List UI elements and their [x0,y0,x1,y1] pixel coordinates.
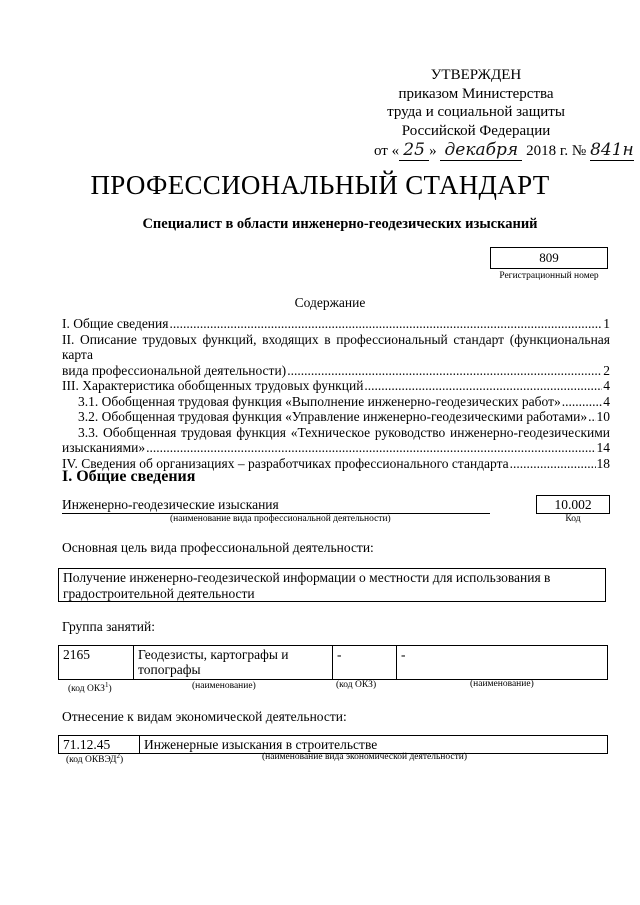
okz-caption-2: (код ОКЗ) [336,680,377,690]
registration-number-box: 809 [490,247,608,269]
date-mid: » [429,143,437,159]
occupation-group-table [58,645,608,680]
table-of-contents [62,316,610,471]
toc-item-continuation[interactable]: вида профессиональной деятельности) ..... 2 [62,363,610,379]
okved-code-caption: (код ОКВЭД$^2$) [66,752,124,766]
occupation-name-cell: Геодезисты, картографы и топографы [134,646,333,680]
toc-item[interactable]: IV. Сведения об организациях – разработчиках профессионального стандарта ..... 18 [62,456,610,472]
registration-number-label: Регистрационный номер [499,271,599,281]
occupation-name-caption-2: (наименование) [470,679,534,689]
section-heading: I. Общие сведения [62,468,196,485]
okz-code-cell-2: - [333,646,397,680]
okz-code-cell: 2165 [59,646,134,680]
toc-item[interactable]: 3.1. Обобщенная трудовая функция «Выполнение инженерно-геодезических работ» ..... 4 [62,394,610,410]
occupation-name-cell-2: - [397,646,608,680]
activity-code-box: 10.002 [536,495,610,514]
activity-name: Инженерно-геодезические изыскания [62,497,279,512]
goal-box [58,568,606,602]
toc-title: Содержание [294,295,366,310]
okz-caption: (код ОКЗ$^1$) [68,681,112,695]
approved-line1: приказом Министерства [398,85,554,102]
approved-label: УТВЕРЖДЕН [430,67,522,83]
occupation-name-caption: (наименование) [192,681,256,691]
order-number: 841н [590,140,634,160]
okved-name-caption: (наименование вида экономической деятельности) [262,752,467,762]
date-prefix: от « [374,143,400,159]
occupation-group-label: Группа занятий: [62,619,155,634]
approved-line3: Российской Федерации [401,122,551,139]
date-day: 25 [399,140,429,161]
activity-name-field [62,497,490,514]
goal-text-line2: градостроительной деятельности [63,586,255,601]
okved-label: Отнесение к видам экономической деятельности: [62,709,347,724]
goal-text-line1: Получение инженерно-геодезической информации о местности для использования в [63,570,551,585]
page-title: ПРОФЕССИОНАЛЬНЫЙ СТАНДАРТ [90,170,550,200]
order-date-line [374,140,634,161]
toc-item[interactable]: 3.2. Обобщенная трудовая функция «Управление инженерно-геодезическими работами» ..... 10 [62,409,610,425]
page-subtitle: Специалист в области инженерно-геодезических изысканий [142,216,538,232]
table-row [59,736,608,754]
activity-name-caption: (наименование вида профессиональной деятельности) [170,514,391,524]
activity-code-caption: Код [565,514,581,524]
okved-name-cell: Инженерные изыскания в строительстве [140,736,608,754]
table-row [59,646,608,680]
toc-item-continuation[interactable]: изысканиями» ..... 14 [62,440,610,456]
date-year: 2018 г. № [526,143,587,159]
okved-code-cell: 71.12.45 [59,736,140,754]
toc-item[interactable]: I. Общие сведения ..... 1 [62,316,610,332]
approved-line2: труда и социальной защиты [387,104,565,120]
toc-item[interactable]: II. Описание трудовых функций, входящих в профессиональный стандарт (функциональная карта [62,331,610,362]
approval-block [360,66,592,140]
date-month: декабря [440,140,522,161]
toc-item[interactable]: 3.3. Обобщенная трудовая функция «Техническое руководство инженерно-геодезическими [78,424,610,440]
goal-label: Основная цель вида профессиональной деятельности: [62,540,374,555]
toc-item[interactable]: III. Характеристика обобщенных трудовых функций ..... 4 [62,378,610,394]
